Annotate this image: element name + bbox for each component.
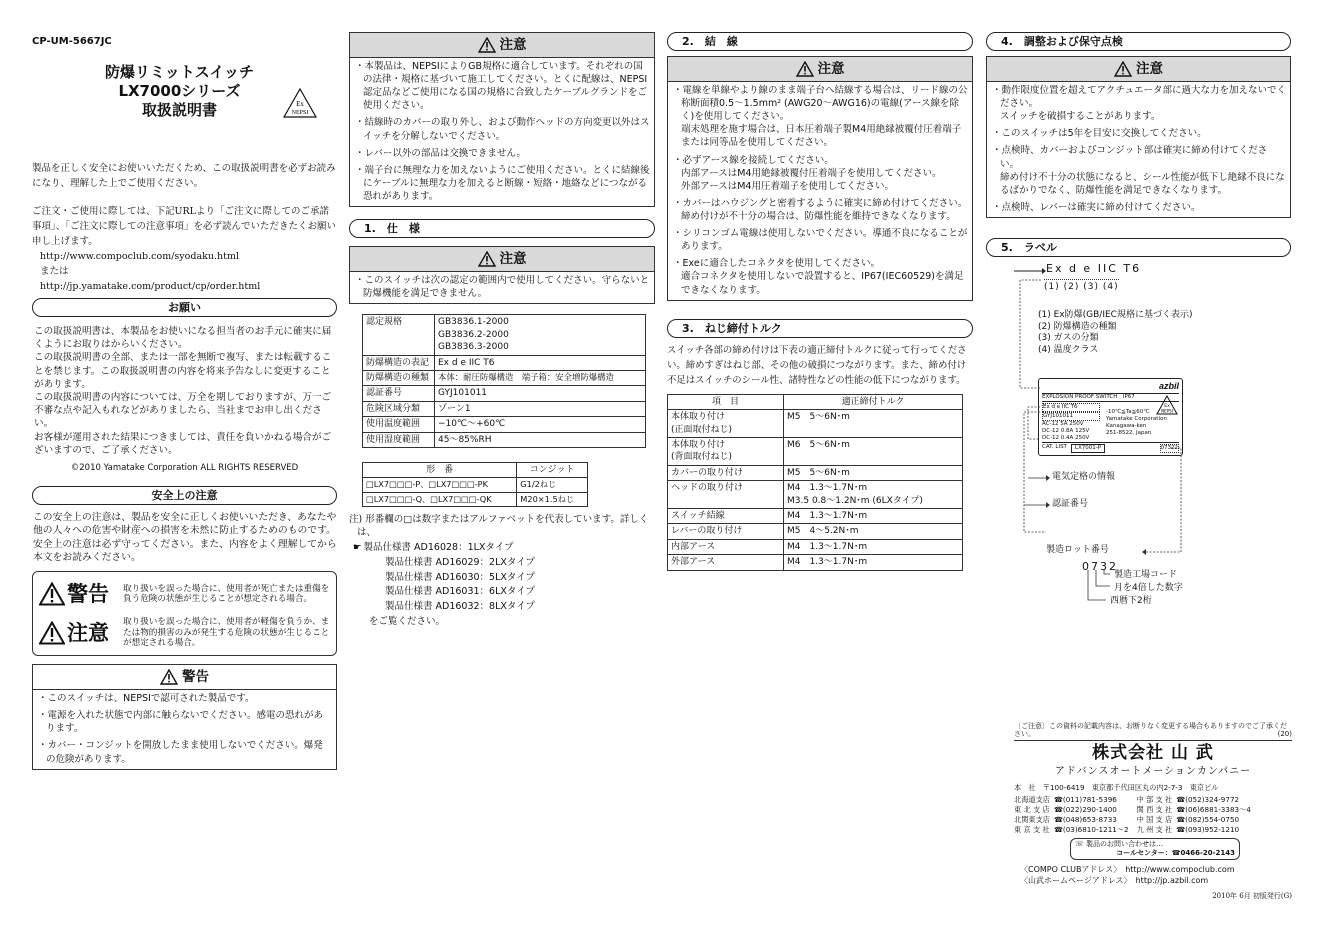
warning-item: ・このスイッチは、NEPSIで認可された製品です。 — [38, 693, 255, 705]
spec-table — [362, 314, 646, 448]
onegai-body: この取扱説明書は、本製品をお使いになる担当者のお手元に確実に届くようにお取りはからいください。 この取扱説明書の全部、または一部を無断で複写、または転載することを禁じます。この取扱説明書の内容を将来予告なしに変更することがあります。 この取扱説明書の内容については、万全を期しておりますが、万一ご不審な点や記入もれなどがありましたら、当社までお申し出ください。 お客様が運用された結果につきましては、責任を負いかねる場合がございますので、ご了承ください。 — [34, 325, 332, 456]
phone-icon: ☏ — [1075, 839, 1086, 848]
wiring-caution-box: 注意 ・電線を単線やより線のまま端子台へ結線する場合は、リード線の公称断面積0.5〜1.5mm² (AWG20〜AWG16)の電線(アース線を除く)を使用してください。 端末処理を施す場合は、日本圧着端子製M4用絶縁被覆付圧着端子または同等品を使用してください。 ・必ずアース線を接続してください。 内部アースはM4用絶縁被覆付圧着端子を使用してください。 外部アースはM4用圧着端子を使用してください。 ・カバーはハウジングと密着するように確実に締め付けてください。締め付けが不十分の場合は、防爆性能を維持できなくなります。 ・シリコンゴム電線は使用しないでください。導通不良になることがあります。 ・Exeに適合したコネクタを使用してください。 適合コネクタを使用しないで設置すると、IP67(IEC60529)を満足できなくなります。 — [667, 56, 973, 301]
annot-cert-number: 認証番号 — [1052, 498, 1089, 509]
table-row: 防爆構造の種類 本体：耐圧防爆構造 端子箱：安全増防爆構造 — [363, 370, 646, 385]
lot-example: 0732 — [1082, 559, 1118, 573]
caution-item: ・Exeに適合したコネクタを使用してください。 適合コネクタを使用しないで設置すると、IP67(IEC60529)を満足できなくなります。 — [673, 258, 964, 296]
maint-caution-box: 注意 ・動作限度位置を超えてアクチュエータ部に過大な力を加えないでください。 スイッチを破損することがあります。 ・このスイッチは5年を目安に交換してください。 ・点検時、カバーおよびコンジット部は確実に締め付けてください。 締め付け不十分の状態になると、シール性能が低下し絶縁不良になるばかりでなく、防爆性能を満足できなくなります。 ・点検時、レバーは確実に締め付けてください。 — [986, 56, 1291, 218]
torque-table: 項 目 適正締付トルク 本体取り付け (正面取付ねじ) M5 5〜6N･m 本体取り付け (背面取付ねじ) M6 5〜6N･m カバーの取り付け M5 5〜6N･m ヘッドの取り付け M4 1.3〜1.7N･m M3.5 0.8〜1.2N･m (6LXタイプ) スイッチ結線 M4 1.3〜1.7N･m レバーの取り付け M5 4〜5.2N･m 内部アース M4 1.3〜1.7N･m 外部アース M4 1.3〜1.7N･m — [667, 394, 963, 571]
annot-lot-number: 製造ロット番号 — [1046, 544, 1109, 555]
url-order[interactable]: http://jp.yamatake.com/product/cp/order.html — [40, 280, 261, 292]
caution-label: 注意 — [67, 620, 109, 645]
table-row: 認証番号 GYJ101011 — [363, 386, 646, 401]
url-syodaku[interactable]: http://www.compoclub.com/syodaku.html — [40, 250, 239, 262]
footer-notice: 〔ご注意〕この資料の記載内容は、お断りなく変更する場合もありますのでご了承ください。 — [1014, 722, 1287, 739]
caution-item: ・必ずアース線を接続してください。 内部アースはM4用絶縁被覆付圧着端子を使用してください。 外部アースはM4用圧着端子を使用してください。 — [673, 154, 942, 192]
caution-item: ・電線を単線やより線のまま端子台へ結線する場合は、リード線の公称断面積0.5〜1.5mm² (AWG20〜AWG16)の電線(アース線を除く)を使用してください。 端末処理を施す場合は、日本圧着端子製M4用絶縁被覆付圧着端子または同等品を使用してください。 — [673, 85, 968, 149]
wiring-heading: 2. 結 線 — [667, 32, 973, 51]
call-center-box: ☏ 製品のお問い合わせは… コールセンター：☎0466-20-2143 — [1070, 838, 1240, 860]
warning-triangle-icon — [39, 582, 65, 606]
nepsi-ex-icon — [282, 87, 318, 119]
warning-legend-row — [39, 580, 330, 609]
azbil-logo: azbil — [1158, 380, 1179, 391]
company-name: 株式会社 山 武 — [1092, 742, 1214, 763]
copyright: ©2010 Yamatake Corporation ALL RIGHTS RESERVED — [70, 463, 299, 474]
warning-item: ・電源を入れた状態で内部に触らないでください。感電の恐れがあります。 — [38, 710, 324, 735]
warning-label: 警告 — [67, 581, 109, 606]
spec-caution-box: 注意 ・このスイッチは次の認定の範囲内で使用してください。守らないと防爆機能を満足できません。 — [349, 246, 655, 304]
torque-heading: 3. ねじ締付トルク — [667, 319, 973, 338]
caution-item: ・点検時、レバーは確実に締め付けてください。 — [992, 201, 1201, 213]
caution-icon — [478, 251, 496, 267]
warning-desc: 取り扱いを誤った場合に、使用者が死亡または重傷を負う危険の状態が生じることが想定される場合。 — [123, 583, 330, 605]
ref-link[interactable]: 製品仕様書 AD16028：1LXタイプ — [363, 542, 514, 554]
warning-box — [32, 664, 337, 770]
model-table: 形 番 コンジット □LX7□□□-P、□LX7□□□-PK G1/2ねじ □LX7□□□-Q、□LX7□□□-QK M20×1.5ねじ — [362, 462, 588, 507]
table-row: 東 京 支 社 ☎(03)6810-1211〜2 九 州 支 社 ☎(093)952-1210 — [1014, 824, 1240, 834]
table-row: 内部アース M4 1.3〜1.7N･m — [668, 539, 963, 554]
onegai-heading: お願い — [32, 298, 337, 317]
model-note: 注) 形番欄の□は数字またはアルファベットを代表しています。詳しくは、 — [349, 514, 649, 539]
caution-item: ・このスイッチは5年を目安に交換してください。 — [992, 128, 1207, 140]
column-3 — [667, 32, 973, 571]
ref-link[interactable]: 製品仕様書 AD16032：8LXタイプ — [385, 601, 535, 613]
azbil-link[interactable]: http://jp.azbil.com — [1135, 875, 1209, 885]
caution-icon — [478, 37, 496, 53]
svg-text:Ex: Ex — [1164, 403, 1170, 409]
caution-desc: 取り扱いを誤った場合に、使用者が軽傷を負うか、または物的損害のみが発生する危険の状態が生じることが想定される場合。 — [123, 616, 330, 649]
safety-heading: 安全上の注意 — [32, 486, 337, 505]
footer: 〔ご注意〕この資料の記載内容は、お断りなく変更する場合もありますのでご了承ください。 (20) 株式会社 山 武 アドバンスオートメーションカンパニー 本 社 〒100-6419 東京都千代田区丸の内2-7-3 東京ビル 北海道支店 ☎(011)781-5396 中 部 支 社 ☎(052)324-9772 東 北 支 店 ☎(022)290-1400 関 西 支 社 ☎(06)6881-3383〜4 北関東支店 ☎(048)653-8733 中 国 支 店 ☎(082)554-0750 東 京 支 社 ☎(03)6810-1211〜2 九 州 支 社 ☎(093)952-1210 ☏ 製品のお問い合わせは… コールセンター：☎0466-20-2143 〈COMPO CLUBアドレス〉 http://www.compoclub.com 〈山武ホームページアドレス〉 http://jp.azbil.com 2010年 6月 初版発行(G) — [1014, 722, 1292, 900]
lot-note-factory: 製造工場コード — [1114, 569, 1178, 580]
safety-body: この安全上の注意は、製品を安全に正しくお使いいただき、あなたや他の人々への危害や財産への損害を未然に防止するためのものです。安全上の注意は必ず守ってください。また、内容をよく理解してから本文をお読みください。 — [33, 511, 337, 564]
caution-item: ・レバー以外の部品は交換できません。 — [355, 147, 526, 159]
footer-urls: 〈COMPO CLUBアドレス〉 http://www.compoclub.com 〈山武ホームページアドレス〉 http://jp.azbil.com — [1020, 864, 1235, 885]
label-diagram — [986, 262, 1291, 622]
caution-box-general: 注意 ・本製品は、NEPSIによりGB規格に適合しています。それぞれの国の法律・規格に基づいて施工してください。とくに配線は、NEPSI認定品などご使用になる国の規格に合致したケーブルグランドをご使用ください。 ・結線時のカバーの取り外し、および動作ヘッドの方向変更以外はスイッチを分解しないでください。 ・レバー以外の部品は交換できません。 ・端子台に無理な力を加えないようにご使用ください。とくに結線後にケーブルに無理な力を加えると断線・短絡・地絡などにつながる恐れがあります。 — [349, 32, 655, 207]
caution-item: ・動作限度位置を超えてアクチュエータ部に過大な力を加えないでください。 スイッチを破損することがあります。 — [992, 85, 1286, 123]
svg-text:NEPSI: NEPSI — [1161, 408, 1173, 414]
table-row: 危険区域分類 ゾーン1 — [363, 401, 646, 416]
lot-note-year: 西暦下2桁 — [1110, 595, 1152, 606]
spec-heading: 1. 仕 様 — [349, 219, 655, 238]
ex-code-parts: (1) (2) (3) (4) — [1044, 279, 1119, 293]
branch-table — [1014, 795, 1251, 835]
svg-text:Ex: Ex — [296, 99, 304, 108]
ref-link[interactable]: 製品仕様書 AD16031：6LXタイプ — [385, 586, 535, 598]
table-row: 北関東支店 ☎(048)653-8733 中 国 支 店 ☎(082)554-0750 — [1014, 814, 1240, 824]
ex-code: Ex d e IIC T6 — [1046, 261, 1142, 275]
ref-link[interactable]: 製品仕様書 AD16029：2LXタイプ — [385, 556, 535, 568]
caution-triangle-icon — [39, 621, 65, 645]
ref-link[interactable]: 製品仕様書 AD16030：5LXタイプ — [385, 571, 535, 583]
table-row: □LX7□□□-P、□LX7□□□-PK G1/2ねじ — [363, 478, 588, 492]
table-row: 使用温度範囲 −10℃〜+60℃ — [363, 417, 646, 432]
company-subtitle: アドバンスオートメーションカンパニー — [1054, 766, 1252, 778]
caution-item: ・本製品は、NEPSIによりGB規格に適合しています。それぞれの国の法律・規格に基づいて施工してください。とくに配線は、NEPSI認定品などご使用になる国の規格に合致したケーブルグランドをご使用ください。 — [355, 61, 648, 112]
table-row: □LX7□□□-Q、□LX7□□□-QK M20×1.5ねじ — [363, 492, 588, 506]
table-row: 北海道支店 ☎(011)781-5396 中 部 支 社 ☎(052)324-9772 — [1014, 794, 1240, 804]
table-row: 認定規格 GB3836.1-2000 GB3836.2-2000 GB3836.3-2000 — [363, 315, 646, 355]
label-heading: 5. ラベル — [986, 238, 1291, 257]
hazard-legend — [32, 571, 337, 656]
table-row: ヘッドの取り付け M4 1.3〜1.7N･m M3.5 0.8〜1.2N･m (6LXタイプ) — [668, 481, 963, 509]
compoclub-link[interactable]: http://www.compoclub.com — [1125, 864, 1235, 874]
label-leader-lines — [986, 262, 1286, 622]
table-row: スイッチ結線 M4 1.3〜1.7N･m — [668, 509, 963, 524]
column-1 — [32, 32, 337, 776]
caution-item: ・点検時、カバーおよびコンジット部は確実に締め付けてください。 締め付け不十分の状態になると、シール性能が低下し絶縁不良になるばかりでなく、防爆性能を満足できなくなります。 — [992, 145, 1285, 196]
table-row: レバーの取り付け M5 4〜5.2N･m — [668, 524, 963, 539]
issue-date: 2010年 6月 初版発行(G) — [1212, 891, 1292, 900]
table-row: 本体取り付け (背面取付ねじ) M6 5〜6N･m — [668, 438, 963, 466]
hq-address: 本 社 〒100-6419 東京都千代田区丸の内2-7-3 東京ビル — [1014, 783, 1219, 793]
column-2: 注意 ・本製品は、NEPSIによりGB規格に適合しています。それぞれの国の法律・規格に基づいて施工してください。とくに配線は、NEPSI認定品などご使用になる国の規格に合致したケーブルグランドをご使用ください。 ・結線時のカバーの取り外し、および動作ヘッドの方向変更以外はスイッチを分解しないでください。 ・レバー以外の部品は交換できません。 ・端子台に無理な力を加えないようにご使用ください。とくに結線後にケーブルに無理な力を加えると断線・短絡・地絡などにつながる恐れがあります。 1. 仕 様 注意 ・このスイッチは次の認定の範囲内で使用してください。守らないと防爆機能を満足できません。 認定規格 GB3836.1-2000 GB3836.2-2000 GB3836.3-2000 防爆構造の表記 Ex d e IIC T6 防爆構造の種類 本体：耐圧防爆構造 端子箱：安全増防爆構造 認証番号 GYJ101011 危険区域分類 ゾーン1 使用温度範囲 −10℃〜+60℃ 使用湿度範囲 45〜85%RH 形 番 コンジット □LX7□□□-P、□LX7□□□-PK G1/2ねじ □LX7□□□-Q、□LX7□□□-QK M20×1.5ねじ 注) 形番欄の□は数字またはアルファベットを代表しています。詳しくは、 ☛ 製品仕様書 AD16028：1LXタイプ 製品仕様書 AD16029：2LXタイプ 製品仕様書 AD16030：5LXタイプ 製品仕様書 AD16031：6LXタイプ 製品仕様書 AD16032：8LXタイプ をご覧ください。 — [349, 32, 655, 628]
warning-icon — [160, 669, 178, 685]
warning-item: ・カバー・コンジットを開放したまま使用しないでください。爆発の危険があります。 — [38, 740, 323, 765]
doc-code: CP-UM-5667JC — [32, 36, 112, 47]
caution-icon — [796, 61, 814, 77]
table-row: 使用湿度範囲 45〜85%RH — [363, 432, 646, 447]
table-row: 本体取り付け (正面取付ねじ) M5 5〜6N･m — [668, 410, 963, 438]
pointing-hand-icon: ☛ — [353, 542, 362, 554]
svg-text:NEPSI: NEPSI — [291, 109, 309, 116]
torque-intro: スイッチ各部の締め付けは下表の適正締付トルクに従って行ってください。締めすぎはねじ部、その他の破損につながります。また、締め付け不足はスイッチのシール性、諸特性などの性能の低下につながります。 — [667, 344, 967, 386]
table-row: カバーの取り付け M5 5〜6N･m — [668, 465, 963, 480]
caution-item: ・結線時のカバーの取り外し、および動作ヘッドの方向変更以外はスイッチを分解しないでください。 — [355, 117, 650, 142]
nameplate: azbil EXPLOSION PROOF SWITCH IP67 Ex d e IIC T6 GYJ101011 AC-12 5A 250V DC-12 0.8A 125V DC-12 0.4A 250V -10℃≦Ta≦60℃ Yamatake Corporation Kanagawa-ken 251-8522, Japan Ex NEPSI CAT. LIST LX7001-P 07322 — [1038, 378, 1183, 456]
table-row: 東 北 支 店 ☎(022)290-1400 関 西 支 社 ☎(06)6881-3383〜4 — [1014, 804, 1251, 814]
maint-heading: 4. 調整および保守点検 — [986, 32, 1291, 51]
intro-text: 製品を正しく安全にお使いいただくため、この取扱説明書を必ずお読みになり、理解した上でご使用ください。 ご注文・ご使用に際しては、下記URLより「ご注文に際してのご承諾事項」、「ご注文に際しての注意事項」を必ず読んでいただきたくお願い申し上げます。 http://www.compoclub.com/syodaku.html または http://jp.yamatake.com/product/cp/order.html — [32, 162, 337, 292]
column-4 — [986, 32, 1292, 900]
table-row: 外部アース M4 1.3〜1.7N･m — [668, 555, 963, 570]
caution-item: ・カバーはハウジングと密着するように確実に締め付けてください。締め付けが不十分の場合は、防爆性能を維持できなくなります。 — [673, 197, 968, 222]
ref-list — [349, 541, 655, 615]
warning-box-title: 警告 — [182, 669, 209, 686]
table-row: 防爆構造の表記 Ex d e IIC T6 — [363, 355, 646, 370]
caution-item: ・端子台に無理な力を加えないようにご使用ください。とくに結線後にケーブルに無理な力を加えると断線・短絡・地絡などにつながる恐れがあります。 — [355, 164, 650, 202]
caution-legend-row — [39, 617, 330, 649]
annot-electrical: 電気定格の情報 — [1052, 471, 1116, 482]
lot-note-month: 月を4倍した数字 — [1114, 582, 1183, 593]
caution-icon — [1114, 61, 1132, 77]
caution-item: ・シリコンゴム電線は使用しないでください。導通不良になることがあります。 — [673, 228, 968, 253]
doc-title: 防爆リミットスイッチ LX7000シリーズ 取扱説明書 — [105, 62, 254, 119]
title-block — [32, 63, 337, 139]
ex-code-legend: (1) Ex防爆(GB/IEC規格に基づく表示) (2) 防爆構造の種類 (3) ガスの分類 (4) 温度クラス — [1038, 309, 1193, 356]
